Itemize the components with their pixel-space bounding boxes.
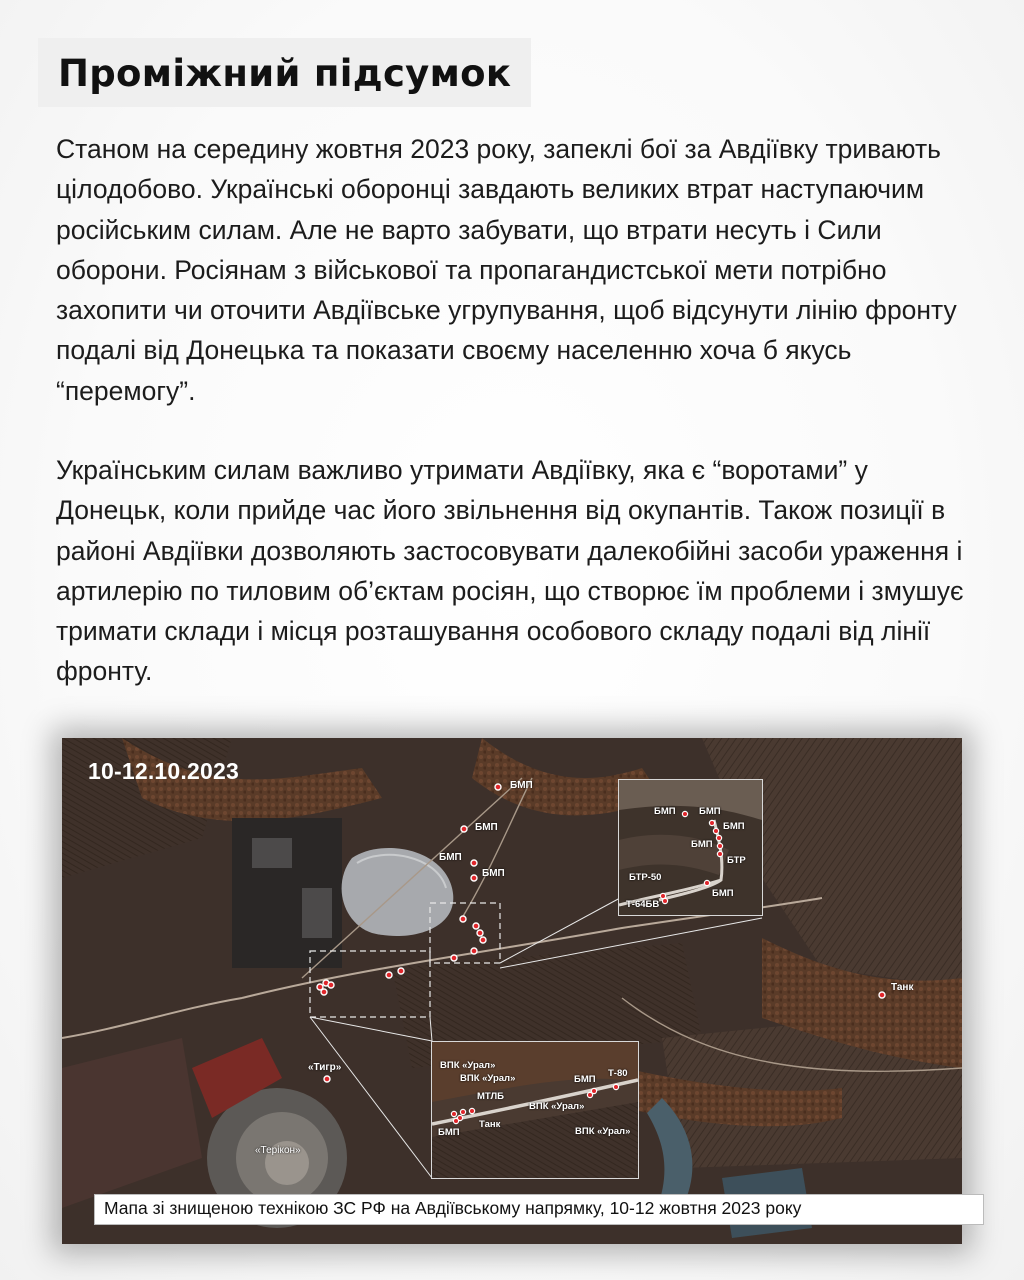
inset-north-label-btr: БТР — [727, 855, 746, 866]
inset-south-label-bmp-a: БМП — [574, 1074, 596, 1085]
inset-north-label-t64: Т-64БВ — [626, 899, 660, 910]
page-title: Проміжний підсумок — [58, 52, 512, 95]
marker-cluster — [321, 989, 327, 995]
inset-south-label-bmp-b: БМП — [438, 1127, 460, 1138]
paragraph-intro: Станом на середину жовтня 2023 року, запеклі бої за Авдіївку тривають цілодобово. Українські оборонці завдають великих втрат наступаючим російським силам. Але не варто забувати, що втрати несуть і Сили оборони. Росіянам з військової та пропагандистської мети потрібно захопити чи оточити Авдіївське угрупування, щоб відсунути лінію фронту подалі від Донецька та показати своєму населенню хоча б якусь “перемогу”. — [56, 134, 957, 406]
inset-south-label-vpk4: ВПК «Урал» — [575, 1126, 631, 1137]
marker-cluster — [480, 937, 486, 943]
inset-map-north — [618, 779, 763, 916]
marker-cluster — [477, 930, 483, 936]
marker-cluster — [398, 968, 404, 974]
inset-north-label-bmp-b: БМП — [699, 806, 721, 817]
label-bmp-3: БМП — [439, 852, 462, 863]
marker-bmp-2 — [461, 826, 467, 832]
map-caption: Мапа зі знищеною технікою ЗС РФ на Авдіївському напрямку, 10-12 жовтня 2023 року — [94, 1194, 984, 1225]
satellite-map — [62, 738, 962, 1244]
inset-map-south — [431, 1041, 639, 1179]
inset-south-label-mtlb: МТЛБ — [477, 1091, 504, 1102]
inset-south-label-vpk2: ВПК «Урал» — [460, 1073, 516, 1084]
label-bmp-2: БМП — [475, 822, 498, 833]
paragraph-importance: Українським силам важливо утримати Авдіївку, яка є “воротами” у Донецьк, коли прийде час його звільнення від окупантів. Також позиції в районі Авдіївки дозволяють застосовувати далекобійні засоби ураження і артилерію по тиловим об’єктам росіян, що створює їм проблеми і змушує тримати склади і місця розташування особового складу подалі від лінії фронту. — [56, 455, 964, 687]
inset-south-label-tank: Танк — [479, 1119, 501, 1130]
label-bmp-4: БМП — [482, 868, 505, 879]
marker-cluster — [386, 972, 392, 978]
label-bmp-1: БМП — [510, 780, 533, 791]
marker-bmp-4 — [471, 875, 477, 881]
inset-south-label-vpk3: ВПК «Урал» — [529, 1101, 585, 1112]
marker-cluster — [328, 982, 334, 988]
map-date: 10-12.10.2023 — [88, 758, 239, 784]
inset-north-label-bmp-e: БМП — [712, 888, 734, 899]
inset-south-label-t80: Т-80 — [608, 1068, 628, 1079]
marker-tigr — [324, 1076, 330, 1082]
label-tigr: «Тигр» — [308, 1062, 342, 1073]
inset-north-label-bmp-c: БМП — [723, 821, 745, 832]
inset-north-label-btr50: БТР-50 — [629, 872, 662, 883]
inset-north-label-bmp-d: БМП — [691, 839, 713, 850]
marker-bmp-1 — [495, 784, 501, 790]
inset-south-label-vpk1: ВПК «Урал» — [440, 1060, 496, 1071]
marker-cluster — [471, 948, 477, 954]
label-terikon: «Терікон» — [255, 1145, 301, 1156]
marker-cluster — [460, 916, 466, 922]
marker-bmp-3 — [471, 860, 477, 866]
title-box — [38, 38, 531, 107]
inset-north-label-bmp-a: БМП — [654, 806, 676, 817]
label-tank: Танк — [891, 982, 914, 993]
marker-cluster — [451, 955, 457, 961]
marker-cluster — [473, 923, 479, 929]
marker-tank — [879, 992, 885, 998]
